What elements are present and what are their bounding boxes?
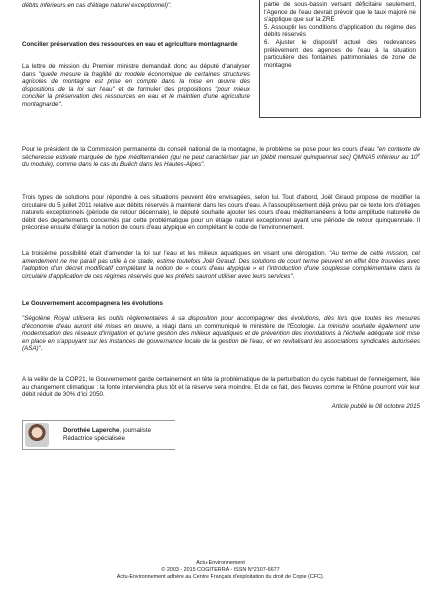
recommendation-5: 5. Assouplir les conditions d'application du régime des débits réservés: [264, 23, 416, 39]
page-footer: [0, 560, 441, 581]
publication-date: Article publié le 08 octobre 2015: [331, 403, 420, 410]
paragraph-segolene-royal: "Ségolène Royal utilisera les outils réglementaires à sa disposition pour accompagner des évolutions, dès lors que toutes les mesures d'économie d'eau auront été mises en œuvre, a réagi dans un communiqué le ministère de l'Ecologie. La ministre souhaite également une modernisation des réseaux d'irrigation et qu'une gestion des milieux aquatiques et de prévention des inondations à l'échelle adéquate soit mise en place en s'appuyant sur les instances de gouvernance locale de la gestion de l'eau, et en revitalisant les associations syndicales autorisées (ASA)".: [22, 315, 420, 353]
section-heading-government: Le Gouvernement accompagnera les évolutions: [22, 300, 163, 307]
recommendations-box: [259, 0, 421, 118]
recommendation-continued: partie de sous-bassin versant déficitaire seulement, l'Agence de l'eau devrait prévoir que le taux majoré ne s'applique que sur la ZRE: [264, 1, 416, 24]
footer-cfc-notice: Actu-Environnement adhère au Centre Français d'exploitation du droit de Copie (CFC).: [116, 574, 325, 580]
author-card: [22, 420, 175, 450]
paragraph-mission-letter: La lettre de mission du Premier ministre demandait donc au député d'analyser dans "quelle mesure la fragilité du modèle économique de certaines structures agricoles de montagne est prise en compte dans la mise en œuvre des dispositions de la loi sur l'eau" et de formuler des propositions "pour mieux concilier la préservation des ressources en eau et le maintien d'une agriculture montagnarde".: [22, 63, 251, 108]
footer-site-name: Actu-Environnement: [196, 560, 245, 566]
author-title: Rédactrice spécialisée: [63, 435, 125, 442]
recommendation-6: 6. Ajuster le dispositif actuel des redevances prélèvement des agences de l'eau à la situation particulière des fontaines patrimoniales de zone de montagne: [264, 38, 416, 69]
paragraph-cop21: A la veille de la COP21, le Gouvernement garde certainement en tête la problématique de la perturbation du cycle habituel de l'enneigement, liée au changement climatique : la fonte interviendra plus tôt et la réserve sera moindre. Et de ce fait, des fleuves comme le Rhône pourront voir leur débit réduit de 30% d'ici 2050.: [22, 376, 420, 399]
paragraph-commission-president: Pour le président de la Commission permanente du conseil national de la montagne, le problème se pose pour les cours d'eau "en contexte de sécheresse estivale marquée de type méditerranéen (qui ne peut caractériser par un [débit mensuel quinquennal sec] QMNA5 inférieur au 10e du module), comme dans le cas du Buëch dans les Hautes-Alpes".: [22, 146, 421, 169]
author-name-line: Dorothée Laperche, journaliste: [63, 427, 152, 434]
avatar: [25, 423, 49, 447]
footer-copyright: © 2003 - 2015 COGITERRA - ISSN N°2107-6677: [161, 567, 280, 573]
paragraph-third-possibility: La troisième possibilité était d'amender la loi sur l'eau et les milieux aquatiques en visant une dérogation. "Au terme de cette mission, cet amendement ne me paraît pas utile à ce stade, estime toutefois Joël Giraud. Des solutions de court terme peuvent en effet être trouvées avec l'adoption d'un décret modificatif complétant la notion de « cours d'eau atypique » et l'introduction d'une souplesse complémentaire dans la circulaire d'application de ces régimes réservés que les préfets sauront utiliser avec leurs services".: [22, 250, 421, 280]
paragraph-three-solutions: Trois types de solutions pour répondre à ces situations peuvent être envisagées, selon lui. Tout d'abord, Joël Giraud propose de modifier la circulaire du 5 juillet 2011 relative aux débits réservés à maintenir dans les cours d'eau. A l'assouplissement déjà prévu par ce texte lors d'étiages naturels exceptionnels (période de retour décennale), le député souhaite ajouter les cours d'eau méditerranéens à forte amplitude naturelle de débit des departements concernés par cette problématique pour un étiage naturel exceptionnel ayant une période de retour quinquennale. Il préconise ensuite d'élargir la notion de cours d'eau atypique en complétant le code de l'environnement.: [22, 194, 420, 232]
author-name[interactable]: Dorothée Laperche: [63, 427, 120, 434]
section-heading-agriculture: Concilier préservation des ressources en eau et agriculture montagnarde: [22, 41, 238, 48]
top-line-quote: débits inférieurs en cas d'étiage naturel exceptionnel)".: [22, 2, 172, 9]
